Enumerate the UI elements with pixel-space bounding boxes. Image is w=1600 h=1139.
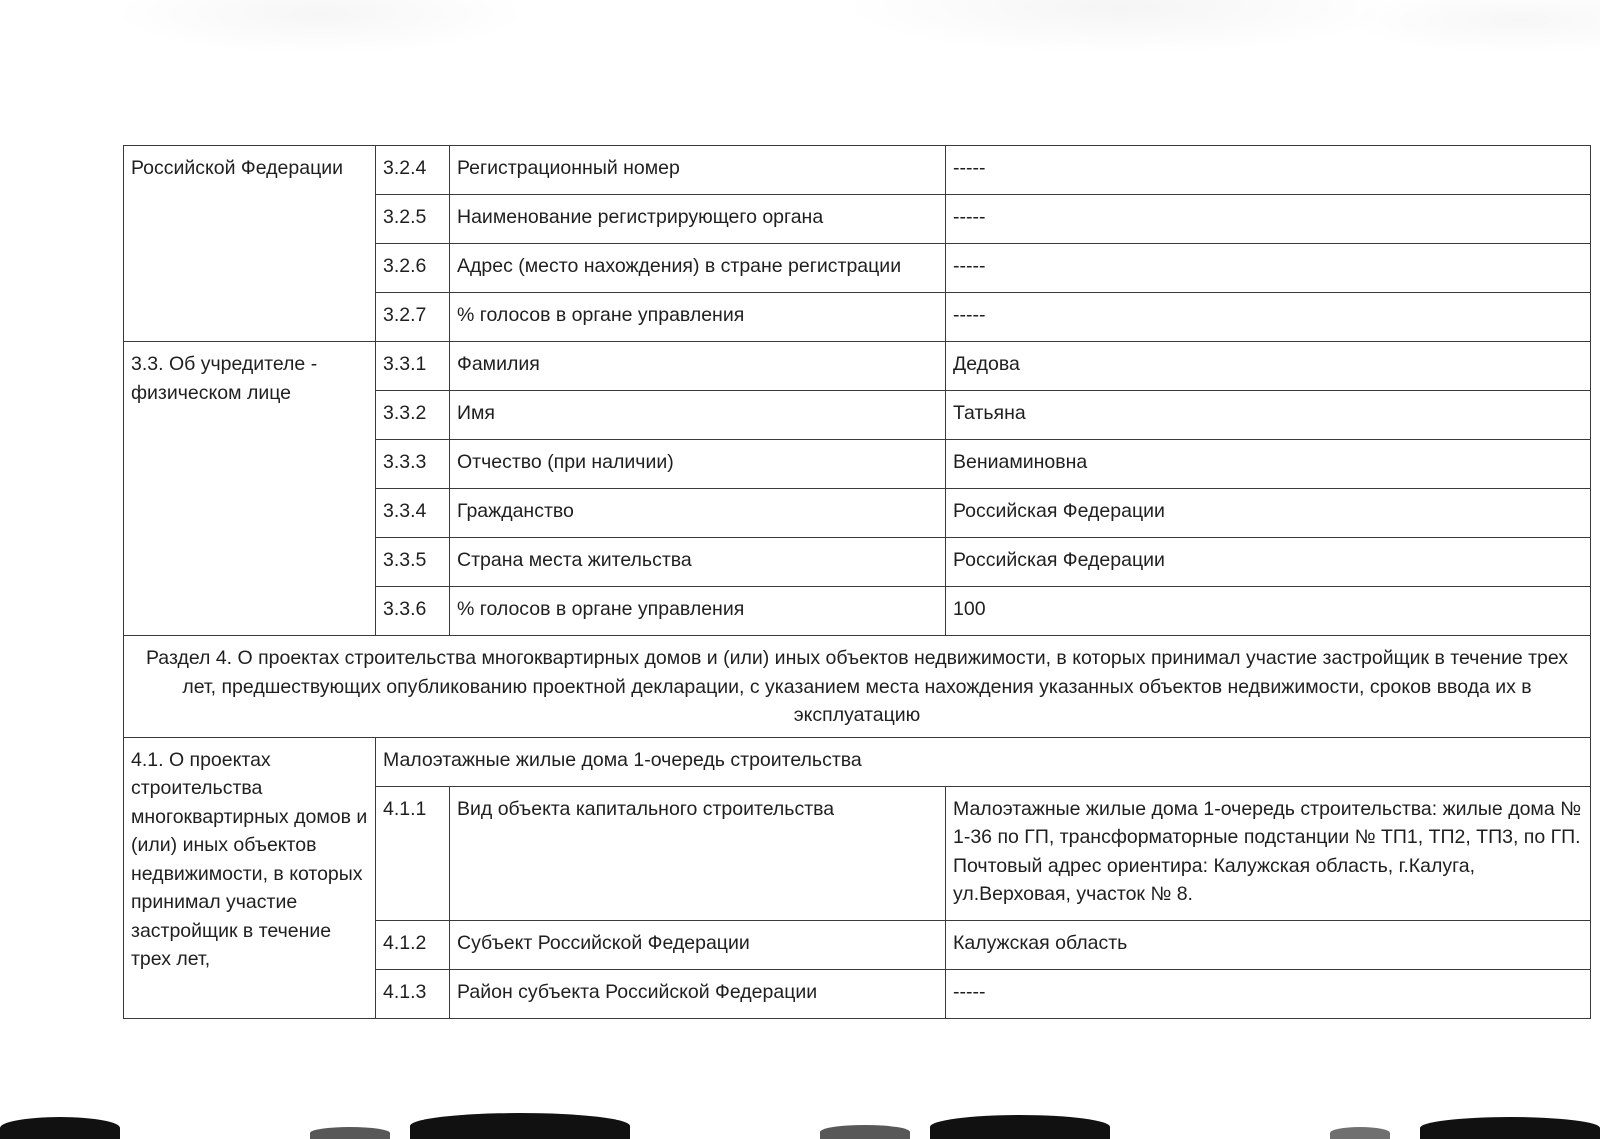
field-name: Страна места жительства: [450, 538, 946, 587]
field-name: Фамилия: [450, 342, 946, 391]
row-number: 3.3.2: [376, 391, 450, 440]
field-name: Отчество (при наличии): [450, 440, 946, 489]
row-number: 3.3.5: [376, 538, 450, 587]
row-number: 3.3.1: [376, 342, 450, 391]
table-row: [124, 342, 1591, 391]
row-number: 3.2.4: [376, 146, 450, 195]
field-name: Вид объекта капитального строительства: [450, 786, 946, 920]
field-value: Татьяна: [946, 391, 1591, 440]
field-value: Калужская область: [946, 920, 1591, 969]
field-name: Гражданство: [450, 489, 946, 538]
field-value: -----: [946, 146, 1591, 195]
field-value: -----: [946, 244, 1591, 293]
row-number: 3.2.5: [376, 195, 450, 244]
row-number: 3.3.6: [376, 587, 450, 636]
declaration-table: [123, 145, 1591, 1019]
field-name: % голосов в органе управления: [450, 293, 946, 342]
row-number: 3.2.6: [376, 244, 450, 293]
row-number: 3.2.7: [376, 293, 450, 342]
field-value: -----: [946, 293, 1591, 342]
field-value: 100: [946, 587, 1591, 636]
row-number: 4.1.3: [376, 969, 450, 1018]
row-number: 4.1.2: [376, 920, 450, 969]
field-value: Дедова: [946, 342, 1591, 391]
group-3-3-label: 3.3. Об учредителе - физическом лице: [124, 342, 376, 636]
section-4-heading: Раздел 4. О проектах строительства многоквартирных домов и (или) иных объектов недвижимости, в которых принимал участие застройщик в течение трех лет, предшествующих опубликованию проектной декларации, с указанием места нахождения указанных объектов недвижимости, сроков ввода их в эксплуатацию: [124, 636, 1591, 738]
field-name: % голосов в органе управления: [450, 587, 946, 636]
row-number: 3.3.3: [376, 440, 450, 489]
field-value: Вениаминовна: [946, 440, 1591, 489]
field-name: Субъект Российской Федерации: [450, 920, 946, 969]
field-name: Адрес (место нахождения) в стране регистрации: [450, 244, 946, 293]
table-row: [124, 146, 1591, 195]
field-name: Район субъекта Российской Федерации: [450, 969, 946, 1018]
field-value: -----: [946, 195, 1591, 244]
field-value: Российская Федерации: [946, 538, 1591, 587]
field-value: Малоэтажные жилые дома 1-очередь строительства: жилые дома № 1-36 по ГП, трансформаторные подстанции № ТП1, ТП2, ТП3, по ГП. Почтовый адрес ориентира: Калужская область, г.Калуга, ул.Верховая, участок № 8.: [946, 786, 1591, 920]
table-row: [124, 737, 1591, 786]
section-heading-row: [124, 636, 1591, 738]
group-4-1-label: 4.1. О проектах строительства многоквартирных домов и (или) иных объектов недвижимости, в которых принимал участие застройщик в течение трех лет,: [124, 737, 376, 1018]
field-name: Имя: [450, 391, 946, 440]
group-3-2-label: Российской Федерации: [124, 146, 376, 342]
scan-noise: [0, 0, 1600, 135]
field-value: Российская Федерации: [946, 489, 1591, 538]
field-name: Регистрационный номер: [450, 146, 946, 195]
scan-edge-smudge: [0, 1104, 1600, 1139]
row-number: 3.3.4: [376, 489, 450, 538]
field-value: -----: [946, 969, 1591, 1018]
project-title: Малоэтажные жилые дома 1-очередь строительства: [376, 737, 1591, 786]
row-number: 4.1.1: [376, 786, 450, 920]
field-name: Наименование регистрирующего органа: [450, 195, 946, 244]
